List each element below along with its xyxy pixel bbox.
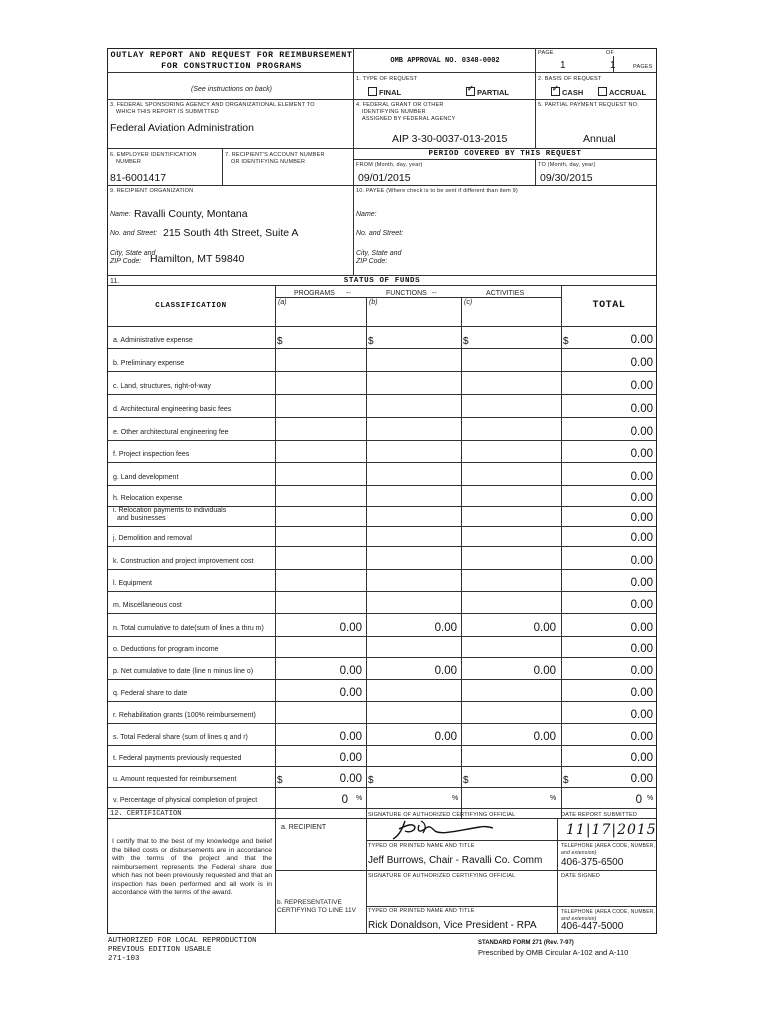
- recipient-org-label: 9. RECIPIENT ORGANIZATION: [110, 188, 194, 194]
- typed-name2-value: Rick Donaldson, Vice President - RPA: [368, 920, 537, 931]
- footer-standard-form: STANDARD FORM 271 (Rev. 7-97): [478, 940, 574, 946]
- sponsoring-agency-label2: WHICH THIS REPORT IS SUBMITTED: [116, 109, 219, 115]
- accrual-checkbox-box[interactable]: [598, 87, 607, 96]
- partial-payment-value: Annual: [583, 133, 616, 145]
- row-total-value: 0.00: [630, 426, 653, 438]
- payee-city-label1: City, State and: [356, 250, 402, 257]
- see-instructions: (See instructions on back): [191, 86, 272, 93]
- row-total-value: 0.00: [630, 357, 653, 369]
- row-b-value: 0.00: [434, 665, 457, 677]
- page-label: PAGE: [538, 50, 554, 56]
- row-total-value: 0.00: [630, 687, 653, 699]
- row-a-value: 0.00: [339, 773, 362, 785]
- period-covered-header: PERIOD COVERED BY THIS REQUEST: [428, 150, 582, 158]
- certification-heading: 12. CERTIFICATION: [110, 810, 182, 818]
- row-label: s. Total Federal share (sum of lines q and r): [113, 734, 248, 741]
- to-date-value: 09/30/2015: [540, 172, 593, 184]
- grant-number-label3: ASSIGNED BY FEDERAL AGENCY: [362, 116, 456, 122]
- recipient-city-label2: ZIP Code:: [110, 258, 142, 265]
- recipient-name-label: Name:: [110, 211, 131, 218]
- row-label: o. Deductions for program income: [113, 646, 219, 653]
- payee-city-label2: ZIP Code:: [356, 258, 388, 265]
- row-b-value: 0.00: [434, 622, 457, 634]
- recipient-city-value: Hamilton, MT 59840: [150, 253, 245, 265]
- accrual-checkbox[interactable]: [598, 87, 646, 97]
- row-label: j. Demolition and removal: [113, 535, 192, 542]
- row-total-value: 0.00: [630, 380, 653, 392]
- signature2-label: SIGNATURE OF AUTHORIZED CERTIFYING OFFICIAL: [368, 873, 516, 879]
- employer-id-label1: 6. EMPLOYER IDENTIFICATION: [110, 152, 197, 158]
- row-c-suffix: %: [550, 795, 557, 802]
- typed-name2-label: TYPED OR PRINTED NAME AND TITLE: [368, 908, 475, 914]
- employer-id-value: 81-6001417: [110, 172, 167, 184]
- row-a-dollar: $: [277, 336, 283, 347]
- row-label: q. Federal share to date: [113, 690, 188, 697]
- programs-dash: --: [346, 290, 351, 297]
- partial-checkbox-box[interactable]: [466, 87, 475, 96]
- row-label: u. Amount requested for reimbursement: [113, 776, 237, 783]
- date-signed-label: DATE SIGNED: [561, 873, 601, 879]
- row-label: t. Federal payments previously requested: [113, 755, 242, 762]
- recipient-street-label: No. and Street:: [110, 230, 158, 237]
- signature-label: SIGNATURE OF AUTHORIZED CERTIFYING OFFICIAL: [368, 812, 516, 818]
- row-label: r. Rehabilitation grants (100% reimbursement): [113, 712, 256, 719]
- row-total-value: 0.00: [630, 512, 653, 524]
- row-total-prefix: $: [563, 775, 569, 786]
- recipient-label: a. RECIPIENT: [281, 824, 327, 831]
- row-total-value: 0.00: [630, 599, 653, 611]
- account-number-label1: 7. RECIPIENT'S ACCOUNT NUMBER: [225, 152, 325, 158]
- phone2-value: 406-447-5000: [561, 921, 624, 932]
- employer-id-label2: NUMBER: [116, 159, 142, 165]
- grant-number-label1: 4. FEDERAL GRANT OR OTHER: [356, 102, 444, 108]
- partial-payment-label: 5. PARTIAL PAYMENT REQUEST NO.: [538, 102, 639, 108]
- typed-name-label: TYPED OR PRINTED NAME AND TITLE: [368, 843, 475, 849]
- row-total-value: 0.00: [630, 731, 653, 743]
- row-a-suffix: %: [356, 795, 363, 802]
- row-label: c. Land, structures, right-of-way: [113, 383, 212, 390]
- programs-label: PROGRAMS: [294, 290, 335, 297]
- row-total-value: 0: [635, 794, 642, 806]
- account-number-label2: OR IDENTIFYING NUMBER: [231, 159, 306, 165]
- to-date-label: TO (Month, day, year): [538, 162, 596, 168]
- certification-text: I certify that to the best of my knowledge and belief the billed costs or disbursements are in accordance with the terms of the project and that the reimbursement represents the Federal share due which has not been previously requested and that an inspection has been performed and all work is in accordance with the terms of the award.: [112, 838, 272, 896]
- row-label: l. Equipment: [113, 580, 152, 587]
- row-label: a. Administrative expense: [113, 337, 193, 344]
- functions-label: FUNCTIONS: [386, 290, 427, 297]
- row-a-value: 0.00: [339, 665, 362, 677]
- row-total-value: 0.00: [630, 471, 653, 483]
- row-label: h. Relocation expense: [113, 495, 183, 502]
- final-checkbox-box[interactable]: [368, 87, 377, 96]
- phone2-label2: and extension): [561, 916, 597, 922]
- column-b-label: (b): [369, 299, 378, 306]
- row-label: b. Preliminary expense: [113, 360, 185, 367]
- sponsoring-agency-value: Federal Aviation Administration: [110, 122, 254, 134]
- row-total-value: 0.00: [630, 622, 653, 634]
- activities-label: ACTIVITIES: [486, 290, 525, 297]
- row-total-value: 0.00: [630, 532, 653, 544]
- row-label: g. Land development: [113, 474, 179, 481]
- row-label: v. Percentage of physical completion of project: [113, 797, 258, 804]
- row-b-dollar: $: [368, 775, 374, 786]
- recipient-name-value: Ravalli County, Montana: [134, 208, 248, 220]
- row-label-line2: and businesses: [117, 515, 166, 522]
- final-checkbox-label: FINAL: [379, 88, 402, 97]
- recipient-city-label1: City, State and: [110, 250, 156, 257]
- partial-checkbox[interactable]: [466, 87, 509, 97]
- row-label: m. Miscellaneous cost: [113, 602, 182, 609]
- recipient-street-value: 215 South 4th Street, Suite A: [163, 227, 299, 239]
- page-number: 1: [560, 60, 566, 71]
- total-header: TOTAL: [592, 300, 626, 311]
- representative-label2: CERTIFYING TO LINE 11V: [277, 907, 356, 914]
- row-total-value: 0.00: [630, 643, 653, 655]
- row-total-value: 0.00: [630, 448, 653, 460]
- section-11-label: 11.: [110, 278, 120, 285]
- cash-checkbox-label: CASH: [562, 88, 584, 97]
- date-submitted-label: DATE REPORT SUBMITTED: [561, 812, 638, 818]
- row-b-suffix: %: [452, 795, 459, 802]
- footer-form-code: 271-103: [108, 955, 140, 963]
- row-c-dollar: $: [463, 336, 469, 347]
- row-total-prefix: $: [563, 336, 569, 347]
- row-total-value: 0.00: [630, 773, 653, 785]
- signature-image: [385, 817, 505, 841]
- from-date-value: 09/01/2015: [358, 172, 411, 184]
- basis-of-request-label: 2. BASIS OF REQUEST: [538, 76, 602, 82]
- phone2-label1: TELEPHONE (AREA CODE, NUMBER,: [561, 909, 656, 915]
- row-total-value: 0.00: [630, 577, 653, 589]
- row-total-value: 0.00: [630, 665, 653, 677]
- row-b-dollar: $: [368, 336, 374, 347]
- typed-name-value: Jeff Burrows, Chair - Ravalli Co. Comm: [368, 855, 543, 866]
- row-label: k. Construction and project improvement cost: [113, 558, 254, 565]
- row-c-dollar: $: [463, 775, 469, 786]
- partial-checkbox-label: PARTIAL: [477, 88, 509, 97]
- date-submitted-value: 11|17|2015: [566, 822, 657, 838]
- row-a-value: 0.00: [339, 622, 362, 634]
- cash-checkbox[interactable]: [551, 87, 583, 97]
- column-a-label: (a): [278, 299, 287, 306]
- row-c-value: 0.00: [533, 665, 556, 677]
- grant-number-value: AIP 3-30-0037-013-2015: [392, 133, 508, 145]
- phone-label2: and extension): [561, 850, 597, 856]
- payee-name-label: Name:: [356, 211, 377, 218]
- row-a-value: 0.00: [339, 731, 362, 743]
- accrual-checkbox-label: ACCRUAL: [609, 88, 647, 97]
- classification-header: CLASSIFICATION: [155, 302, 227, 310]
- from-date-label: FROM (Month, day, year): [356, 162, 423, 168]
- functions-dash: --: [432, 290, 437, 297]
- cash-checkbox-box[interactable]: [551, 87, 560, 96]
- row-label: i. Relocation payments to individuals: [113, 507, 227, 514]
- footer-previous-edition: PREVIOUS EDITION USABLE: [108, 946, 212, 954]
- pages-label: PAGES: [633, 64, 653, 70]
- payee-label: 10. PAYEE (Where check is to be sent if different than item 9): [356, 188, 518, 194]
- footer-reproduction: AUTHORIZED FOR LOCAL REPRODUCTION: [108, 937, 257, 945]
- row-label: f. Project inspection fees: [113, 451, 190, 458]
- row-a-value: 0: [341, 794, 348, 806]
- row-total-value: 0.00: [630, 709, 653, 721]
- row-total-value: 0.00: [630, 752, 653, 764]
- row-a-value: 0.00: [339, 687, 362, 699]
- phone-value: 406-375-6500: [561, 857, 624, 868]
- footer-prescribed: Prescribed by OMB Circular A-102 and A-110: [478, 948, 629, 957]
- row-total-suffix: %: [647, 795, 654, 802]
- omb-approval: OMB APPROVAL NO. 0348-0002: [390, 57, 500, 65]
- row-c-value: 0.00: [533, 731, 556, 743]
- column-c-label: (c): [464, 299, 473, 306]
- form-title-line1: OUTLAY REPORT AND REQUEST FOR REIMBURSEMENT: [110, 50, 353, 60]
- type-of-request-label: 1. TYPE OF REQUEST: [356, 76, 418, 82]
- sponsoring-agency-label1: 3. FEDERAL SPONSORING AGENCY AND ORGANIZATIONAL ELEMENT TO: [110, 102, 315, 108]
- payee-street-label: No. and Street:: [356, 230, 404, 237]
- row-total-value: 0.00: [630, 403, 653, 415]
- row-total-value: 0.00: [630, 334, 653, 346]
- row-total-value: 0.00: [630, 492, 653, 504]
- row-a-prefix: $: [277, 775, 283, 786]
- page-total: 1: [610, 60, 616, 71]
- row-a-value: 0.00: [339, 752, 362, 764]
- row-label: d. Architectural engineering basic fees: [113, 406, 232, 413]
- row-label: n. Total cumulative to date(sum of lines a thru m): [113, 625, 264, 632]
- of-label: OF: [606, 50, 615, 56]
- row-c-value: 0.00: [533, 622, 556, 634]
- final-checkbox[interactable]: [368, 87, 401, 97]
- row-label: p. Net cumulative to date (line n minus line o): [113, 668, 254, 675]
- status-of-funds-header: STATUS OF FUNDS: [343, 277, 421, 285]
- representative-label1: b. REPRESENTATIVE: [277, 899, 342, 906]
- form-title-line2: FOR CONSTRUCTION PROGRAMS: [161, 61, 302, 71]
- row-label: e. Other architectural engineering fee: [113, 429, 229, 436]
- phone-label1: TELEPHONE (AREA CODE, NUMBER,: [561, 843, 656, 849]
- row-b-value: 0.00: [434, 731, 457, 743]
- row-total-value: 0.00: [630, 555, 653, 567]
- grant-number-label2: IDENTIFYING NUMBER: [362, 109, 426, 115]
